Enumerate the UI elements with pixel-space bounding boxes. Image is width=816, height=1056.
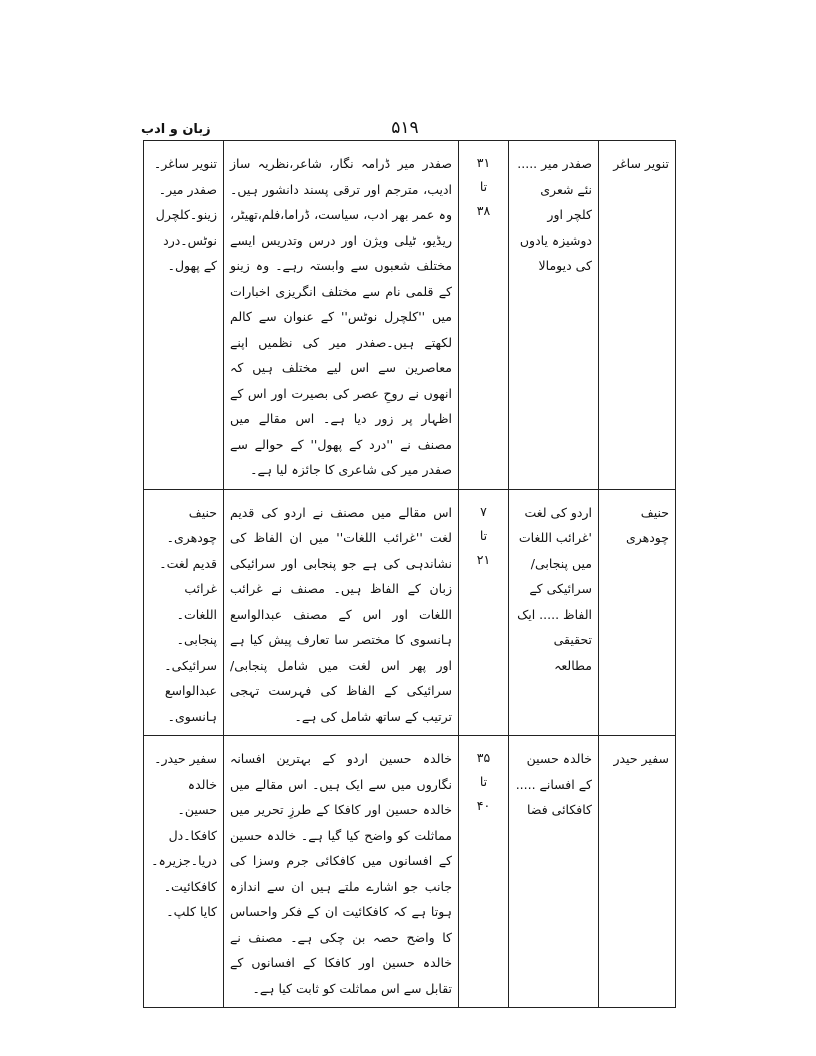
summary-cell: خالدہ حسین اردو کے بہترین افسانہ نگاروں میں سے ایک ہیں۔ اس مقالے میں خالدہ حسین اور کافکا کے طرزِ تحریر میں مماثلت کو واضح کیا گیا ہے۔ خالدہ حسین کے افسانوں میں کافکائی جرم وسزا کی جانب جو اشارے ملتے ہیں ان سے اندازہ ہوتا ہے کہ کافکائیت ان کے فکر واحساس کا واضح حصہ بن چکی ہے۔ مصنف نے خالدہ حسین اور کافکا کے افسانوں کے تقابل سے اس مماثلت کو ثابت کیا ہے۔ <box>224 736 459 1008</box>
pages-cell <box>459 736 509 1008</box>
running-header-title: زبان و ادب <box>141 122 211 137</box>
page-from: ۳۱ <box>476 155 491 170</box>
page-range-separator: تا <box>479 774 488 789</box>
page-to: ۴۰ <box>476 798 491 813</box>
pages-cell <box>459 489 509 736</box>
table-row <box>144 141 676 490</box>
article-title-cell: خالدہ حسین کے افسانے ..... کافکائی فضا <box>509 736 599 1008</box>
page-to: ۲۱ <box>476 551 491 567</box>
keywords-cell: تنویر ساغر۔صفدر میر۔زینو۔کلچرل نوٹس۔درد کے پھول۔ <box>144 141 224 490</box>
article-title-cell: صفدر میر ..... نئے شعری کلچر اور دوشیزہ یادوں کی دیومالا <box>509 141 599 490</box>
pages-cell <box>459 141 509 490</box>
page-range-separator: تا <box>479 179 488 194</box>
page-from: ۷ <box>480 503 487 519</box>
page-number: ۵۱۹ <box>391 118 419 138</box>
article-title-cell: اردو کی لغت 'غرائب اللغات میں پنجابی/ سرائیکی کے الفاظ ..... ایک تحقیقی مطالعہ <box>509 489 599 736</box>
keywords-cell: حنیف چودھری۔ قدیم لغت۔ غرائب اللغات۔ پنجابی۔سرائیکی۔ عبدالواسع ہانسوی۔ <box>144 489 224 736</box>
summary-cell: اس مقالے میں مصنف نے اردو کی قدیم لغت ''غرائب اللغات'' میں ان الفاظ کی نشاندہی کی ہے جو پنجابی اور سرائیکی زبان کے الفاظ ہیں۔ مصنف نے غرائب اللغات اور اس کے مصنف عبدالواسع ہانسوی کا مختصر سا تعارف پیش کیا ہے اور پھر اس لغت میں شامل پنجابی/سرائیکی کے الفاظ کی فہرست تہجی ترتیب کے ساتھ شامل کی ہے۔ <box>224 489 459 736</box>
author-cell: حنیف چودھری <box>599 489 676 736</box>
author-cell: تنویر ساغر <box>599 141 676 490</box>
article-index-table <box>143 140 676 1008</box>
table-row <box>144 736 676 1008</box>
summary-cell: صفدر میر ڈرامہ نگار، شاعر،نظریہ ساز ادیب، مترجم اور ترقی پسند دانشور ہیں۔ وہ عمر بھر ادب، سیاست، ڈراما،فلم،تھیٹر، ریڈیو، ٹیلی ویژن اور درس وتدریس ایسے مختلف شعبوں سے وابستہ رہے۔ وہ زینو کے قلمی نام سے مختلف انگریزی اخبارات میں ''کلچرل نوٹس'' کے عنوان سے کالم لکھتے ہیں۔صفدر میر کی نظمیں اپنے معاصرین سے اس لیے مختلف ہیں کہ انھوں نے روحِ عصر کی بصیرت اور اس کے اظہار پر زور دیا ہے۔ اس مقالے میں مصنف نے ''درد کے پھول'' کے حوالے سے صفدر میر کی شاعری کا جائزہ لیا ہے۔ <box>224 141 459 490</box>
author-cell: سفیر حیدر <box>599 736 676 1008</box>
table-row <box>144 489 676 736</box>
page-from: ۳۵ <box>476 750 491 765</box>
keywords-cell: سفیر حیدر۔خالدہ حسین۔کافکا۔دل دریا۔جزیرہ۔ کافکائیت۔کایا کلپ۔ <box>144 736 224 1008</box>
page-to: ۳۸ <box>476 203 491 218</box>
page-range-separator: تا <box>479 527 488 543</box>
